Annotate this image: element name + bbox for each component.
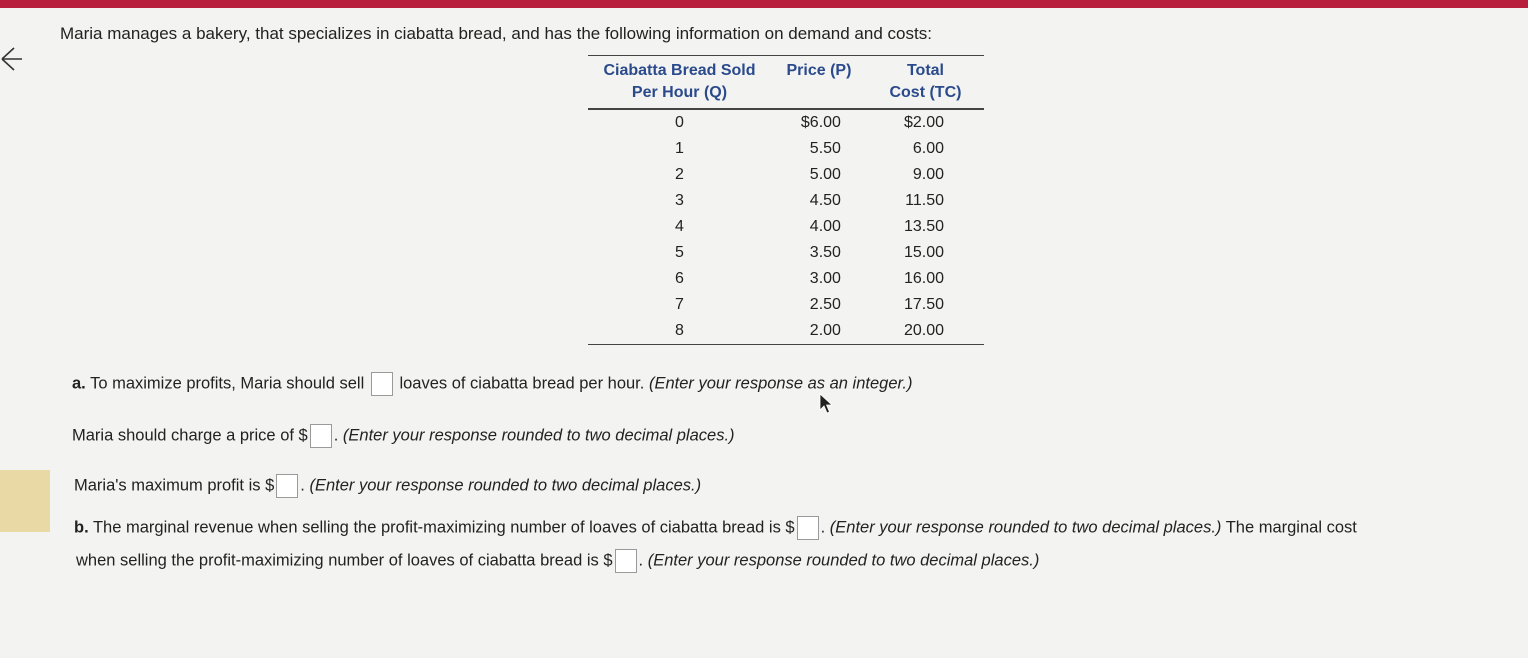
cell-total-cost: 17.50 (903, 296, 944, 313)
cell-q: 8 (675, 322, 684, 339)
cell-q: 6 (675, 270, 684, 287)
cell-price: 3.50 (809, 244, 841, 261)
side-tab (0, 470, 50, 532)
question-a3-text-after: . (300, 476, 305, 495)
question-a3-text-before: Maria's maximum profit is $ (74, 476, 275, 495)
question-b2-text-before: when selling the profit-maximizing number of loaves of ciabatta bread is $ (76, 551, 613, 570)
header-price-line1: Price (P) (786, 62, 852, 79)
question-b1-hint: (Enter your response rounded to two decimal places.) (829, 518, 1222, 537)
table-row (588, 292, 984, 318)
table-row (588, 266, 984, 292)
question-a1-text-after: loaves of ciabatta bread per hour. (399, 374, 645, 393)
cell-total-cost: 15.00 (903, 244, 944, 261)
header-price (771, 56, 867, 110)
question-b1-text-after: . (820, 518, 826, 537)
header-total-cost (867, 56, 984, 110)
cell-price: 5.00 (809, 166, 841, 183)
question-b2-text-after: . (638, 551, 644, 570)
question-b1 (74, 516, 1357, 540)
question-a2-hint: (Enter your response rounded to two decimal places.) (342, 426, 735, 445)
header-tc-line2: Cost (TC) (889, 84, 962, 101)
table-row (588, 162, 984, 188)
question-a1-text-before: To maximize profits, Maria should sell (90, 374, 365, 393)
header-quantity-line2: Per Hour (Q) (631, 84, 728, 101)
cell-total-cost: 13.50 (903, 218, 944, 235)
cell-total-cost: 20.00 (903, 322, 944, 339)
header-tc-line1: Total (906, 62, 944, 79)
marginal-revenue-input[interactable] (797, 516, 819, 540)
question-b2 (76, 549, 1039, 573)
cell-total-cost: 6.00 (912, 140, 944, 157)
cell-total-cost: 16.00 (903, 270, 944, 287)
table-row (588, 109, 984, 136)
question-a3 (74, 474, 701, 498)
intro-text: Maria manages a bakery, that specializes in ciabatta bread, and has the following information on demand and costs: (60, 24, 932, 43)
table-row (588, 188, 984, 214)
cell-q: 0 (675, 114, 684, 131)
question-a1 (72, 372, 912, 396)
question-b2-hint: (Enter your response rounded to two decimal places.) (647, 551, 1040, 570)
header-quantity (588, 56, 771, 110)
cell-price: $6.00 (800, 114, 841, 131)
cell-total-cost: $2.00 (903, 114, 944, 131)
table-row (588, 214, 984, 240)
question-b1-tail: The marginal cost (1225, 518, 1357, 537)
cell-price: 3.00 (809, 270, 841, 287)
cell-q: 5 (675, 244, 684, 261)
cell-total-cost: 11.50 (905, 192, 944, 209)
cell-q: 4 (675, 218, 684, 235)
question-a3-hint: (Enter your response rounded to two decimal places.) (309, 476, 702, 495)
max-profit-input[interactable] (276, 474, 298, 498)
demand-cost-table (588, 55, 984, 345)
loaves-quantity-input[interactable] (371, 372, 393, 396)
question-a2 (72, 424, 735, 448)
mouse-pointer-icon (818, 393, 834, 415)
question-a-label: a. (72, 374, 86, 393)
cell-total-cost: 9.00 (912, 166, 944, 183)
cell-q: 3 (675, 192, 684, 209)
cell-q: 1 (675, 140, 684, 157)
top-accent-bar (0, 0, 1528, 8)
question-a1-hint: (Enter your response as an integer.) (648, 374, 913, 393)
price-input[interactable] (310, 424, 332, 448)
question-b1-text-before: The marginal revenue when selling the profit-maximizing number of loaves of ciabatta bread is $ (92, 518, 795, 537)
table-header-row (588, 56, 984, 110)
table-row (588, 240, 984, 266)
cell-q: 7 (675, 296, 684, 313)
cell-q: 2 (675, 166, 684, 183)
question-a2-text-before: Maria should charge a price of $ (72, 426, 308, 445)
cell-price: 4.50 (809, 192, 841, 209)
cell-price: 2.00 (809, 322, 841, 339)
marginal-cost-input[interactable] (615, 549, 637, 573)
header-quantity-line1: Ciabatta Bread Sold (603, 62, 756, 79)
arrow-left-icon[interactable] (0, 44, 30, 74)
cell-price: 2.50 (809, 296, 841, 313)
table-row (588, 136, 984, 162)
cell-price: 4.00 (809, 218, 841, 235)
table-row (588, 318, 984, 345)
cell-price: 5.50 (809, 140, 841, 157)
question-a2-text-after: . (333, 426, 339, 445)
question-b-label: b. (74, 518, 89, 537)
